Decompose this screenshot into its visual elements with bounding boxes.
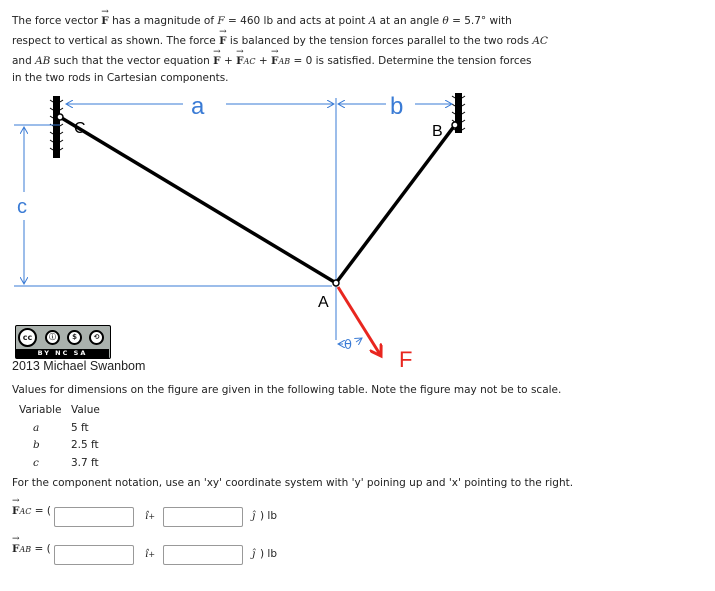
unit-label: ) lb xyxy=(260,510,278,522)
j-hat-symbol: ĵ xyxy=(252,510,256,522)
problem-line-1: The force vector → F has a magnitude of F = 460 lb and acts at point A at an angle θ = 5.7° with xyxy=(12,11,704,31)
fab-x-input[interactable] xyxy=(54,545,134,565)
label-b: b xyxy=(390,93,404,120)
creative-commons-badge[interactable] xyxy=(15,325,111,359)
rod-ab xyxy=(336,125,455,283)
pin-b xyxy=(452,122,458,128)
label-a: a xyxy=(191,93,205,120)
problem-line-4: in the two rods in Cartesian components. xyxy=(12,72,229,84)
fac-x-input[interactable] xyxy=(54,507,134,527)
coordinate-system-note: For the component notation, use an 'xy' coordinate system with 'y' poining up and 'x' pointing to the right. xyxy=(12,477,574,489)
label-force-f: F xyxy=(399,347,413,372)
wall-c-support xyxy=(50,96,63,158)
pin-a xyxy=(333,280,339,286)
attribution-icon: ⓘ xyxy=(45,330,60,345)
problem-line-2: respect to vertical as shown. The force → F is balanced by the tension forces parallel to the two rods AC xyxy=(12,31,704,51)
label-point-a: A xyxy=(318,294,329,311)
i-hat-symbol: î+ xyxy=(145,548,156,560)
dimensions-note: Values for dimensions on the figure are given in the following table. Note the figure may not be to scale. xyxy=(12,384,562,396)
noncommercial-icon: $ xyxy=(67,330,82,345)
cc-icon: cc xyxy=(18,328,37,347)
i-hat-symbol: î+ xyxy=(145,510,156,522)
fab-y-input[interactable] xyxy=(163,545,243,565)
label-point-c: C xyxy=(74,120,86,137)
label-theta: θ xyxy=(344,338,352,353)
force-vector-symbol: → F xyxy=(101,11,108,31)
license-band: BY NC SA xyxy=(16,349,109,358)
figure-credit: 2013 Michael Swanbom xyxy=(12,359,146,373)
sharealike-icon: ⟲ xyxy=(89,330,104,345)
problem-line-3: and AB such that the vector equation → F + → FAC + → FAB = 0 is satisfied. Determine the tension forces xyxy=(12,51,704,72)
j-hat-symbol: ĵ xyxy=(252,548,256,560)
unit-label: ) lb xyxy=(260,548,278,560)
label-point-b: B xyxy=(432,123,443,140)
fac-y-input[interactable] xyxy=(163,507,243,527)
rod-ac xyxy=(60,117,336,283)
label-c: c xyxy=(17,196,27,218)
theta-arrow-right xyxy=(356,338,362,342)
pin-c xyxy=(57,114,63,120)
